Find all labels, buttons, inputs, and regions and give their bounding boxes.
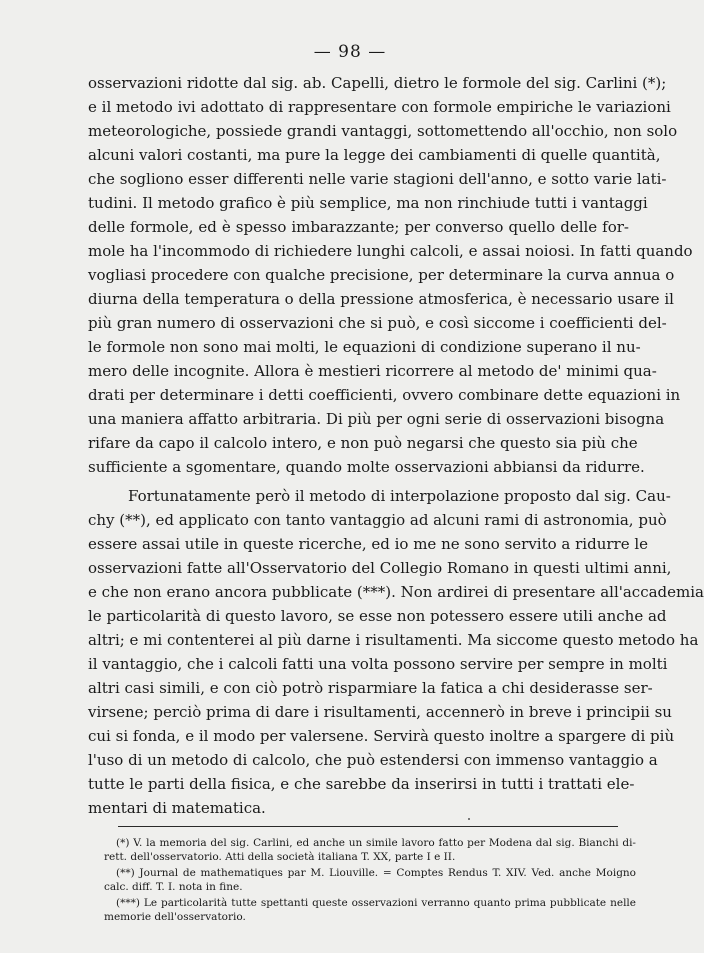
footnote-line: calc. diff. T. I. nota in fine.	[104, 881, 243, 893]
footnote-line: (*) V. la memoria del sig. Carlini, ed anche un simile lavoro fatto per Modena dal sig. Bianchi di-	[116, 837, 636, 849]
body-line: virsene; perciò prima di dare i risultamenti, accennerò in breve i principii su	[88, 703, 672, 721]
footnote-separator	[118, 826, 618, 827]
footnote-line: (**) Journal de mathematiques par M. Liouville. = Comptes Rendus T. XIV. Ved. anche Moigno	[116, 867, 636, 879]
body-line: chy (**), ed applicato con tanto vantaggio ad alcuni rami di astronomia, può	[88, 511, 667, 529]
body-line: l'uso di un metodo di calcolo, che può estendersi con immenso vantaggio a	[88, 751, 658, 769]
body-line: le particolarità di questo lavoro, se esse non potessero essere utili anche ad	[88, 607, 667, 625]
body-line: sufficiente a sgomentare, quando molte osservazioni abbiansi da ridurre.	[88, 458, 645, 476]
body-line: alcuni valori costanti, ma pure la legge dei cambiamenti di quelle quantità,	[88, 146, 661, 164]
body-line: le formole non sono mai molti, le equazioni di condizione superano il nu-	[88, 338, 641, 356]
page-number: — 98 —	[313, 42, 387, 62]
body-line: tudini. Il metodo grafico è più semplice, ma non rinchiude tutti i vantaggi	[88, 194, 648, 212]
paragraph-start-line: Fortunatamente però il metodo di interpolazione proposto dal sig. Cau-	[128, 487, 671, 505]
body-line: mentari di matematica.	[88, 799, 266, 817]
body-line: vogliasi procedere con qualche precisione, per determinare la curva annua o	[88, 266, 675, 284]
body-line: diurna della temperatura o della pressione atmosferica, è necessario usare il	[88, 290, 674, 308]
body-line: meteorologiche, possiede grandi vantaggi, sottomettendo all'occhio, non solo	[88, 122, 678, 140]
body-line: che sogliono esser differenti nelle varie stagioni dell'anno, e sotto varie lati-	[88, 170, 667, 188]
body-line: una maniera affatto arbitraria. Di più per ogni serie di osservazioni bisogna	[88, 410, 665, 428]
body-line: tutte le parti della fisica, e che sarebbe da inserirsi in tutti i trattati ele-	[88, 775, 635, 793]
body-line: più gran numero di osservazioni che si può, e così siccome i coefficienti del-	[88, 314, 667, 332]
body-line: essere assai utile in queste ricerche, ed io me ne sono servito a ridurre le	[88, 535, 649, 553]
ink-speck	[468, 818, 470, 820]
body-line: drati per determinare i detti coefficienti, ovvero combinare dette equazioni in	[88, 386, 681, 404]
body-line: e che non erano ancora pubblicate (***). Non ardirei di presentare all'accademia	[88, 583, 704, 601]
footnote-line: memorie dell'osservatorio.	[104, 911, 246, 923]
body-line: altri; e mi contenterei al più darne i risultamenti. Ma siccome questo metodo ha	[88, 631, 699, 649]
footnote-line: (***) Le particolarità tutte spettanti queste osservazioni verranno quanto prima pubblicate nelle	[116, 897, 636, 909]
body-line: altri casi simili, e con ciò potrò risparmiare la fatica a chi desiderasse ser-	[88, 679, 653, 697]
body-line: mero delle incognite. Allora è mestieri ricorrere al metodo de' minimi qua-	[88, 362, 657, 380]
body-line: osservazioni fatte all'Osservatorio del Collegio Romano in questi ultimi anni,	[88, 559, 672, 577]
body-line: osservazioni ridotte dal sig. ab. Capelli, dietro le formole del sig. Carlini (*);	[88, 74, 667, 92]
body-line: mole ha l'incommodo di richiedere lunghi calcoli, e assai noiosi. In fatti quando	[88, 242, 693, 260]
body-line: rifare da capo il calcolo intero, e non può negarsi che questo sia più che	[88, 434, 638, 452]
body-line: il vantaggio, che i calcoli fatti una volta possono servire per sempre in molti	[88, 655, 668, 673]
body-line: delle formole, ed è spesso imbarazzante; per converso quello delle for-	[88, 218, 629, 236]
footnote-line: rett. dell'osservatorio. Atti della società italiana T. XX, parte I e II.	[104, 851, 456, 863]
body-line: e il metodo ivi adottato di rappresentare con formole empiriche le variazioni	[88, 98, 671, 116]
body-line: cui si fonda, e il modo per valersene. Servirà questo inoltre a spargere di più	[88, 727, 675, 745]
